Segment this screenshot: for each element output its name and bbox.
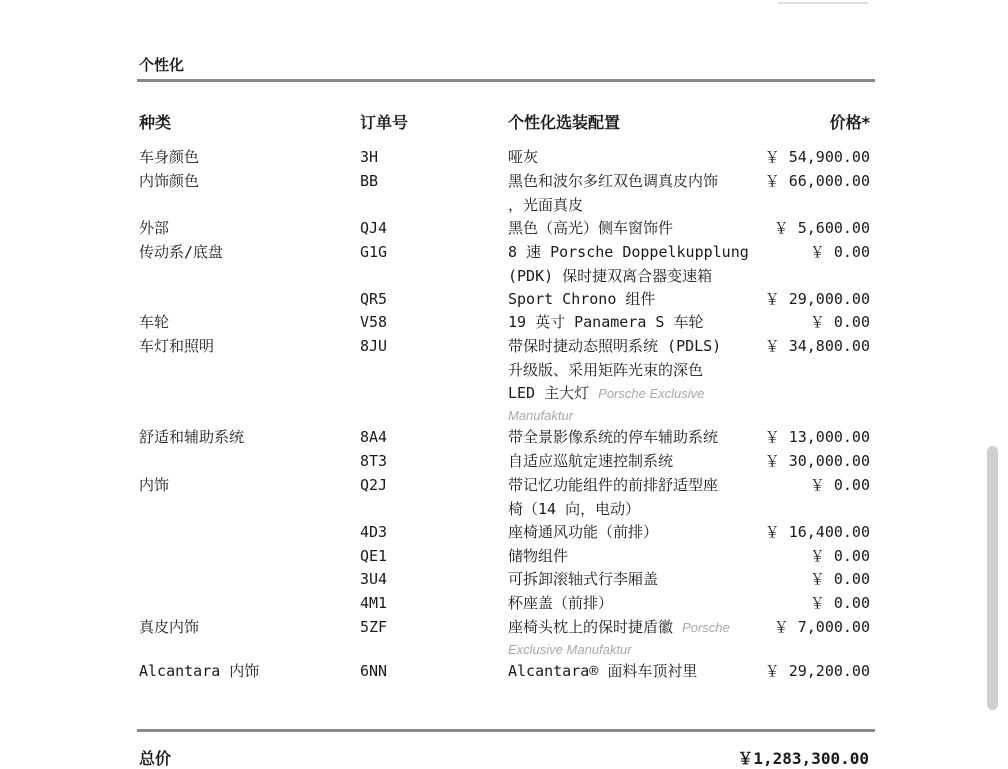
brand-tag: Porsche [682,620,730,635]
row-option [508,474,758,521]
option-line: 19 英寸 Panamera S 车轮 [508,313,704,331]
option-line: ，光面真皮 [508,195,584,214]
row-code: BB [360,172,379,190]
row-code: 4D3 [360,523,388,541]
option-line: 哑灰 [508,148,539,166]
option-line: Alcantara® 面料车顶衬里 [508,662,698,680]
section-divider [137,79,875,82]
row-code: Q2J [360,476,388,494]
section-title: 个性化 [139,56,185,74]
option-line-with-brand [508,616,758,640]
row-option [508,241,758,288]
option-line: 升级版、采用矩阵光束的深色 [508,360,704,379]
row-code: QR5 [360,290,388,308]
row-price: ￥ 0.00 [809,313,870,331]
row-option [508,592,758,616]
option-line: 杯座盖（前排） [508,594,614,612]
total-divider [137,729,875,732]
row-code: QE1 [360,547,388,565]
row-code: 8JU [360,337,388,355]
header-order-code: 订单号 [360,113,409,132]
row-code: 8A4 [360,428,388,446]
row-price: ￥ 0.00 [809,594,870,612]
row-code: 3H [360,148,379,166]
row-category: 外部 [139,219,170,237]
option-line: Sport Chrono 组件 [508,290,656,308]
row-category: 传动系/底盘 [139,243,224,261]
row-category: 舒适和辅助系统 [139,428,245,446]
brand-tag: Porsche Exclusive [598,386,705,401]
row-code: 4M1 [360,594,388,612]
brand-tag: Exclusive Manufaktur [508,641,632,657]
row-price: ￥ 30,000.00 [764,452,870,470]
row-option [508,217,758,241]
row-option [508,170,758,217]
row-code: QJ4 [360,219,388,237]
row-code: G1G [360,243,388,261]
header-option: 个性化选装配置 [508,113,621,132]
row-price: ￥ 13,000.00 [764,428,870,446]
option-line: 座椅通风功能（前排） [508,523,659,541]
row-option [508,450,758,474]
row-option [508,335,758,426]
row-price: ￥ 29,200.00 [764,662,870,680]
row-category: 车身颜色 [139,148,200,166]
row-code: V58 [360,313,388,331]
row-option [508,545,758,569]
row-category: 车轮 [139,313,170,331]
row-code: 6NN [360,662,388,680]
row-price: ￥ 7,000.00 [773,618,870,636]
row-price: ￥ 66,000.00 [764,172,870,190]
row-price: ￥ 0.00 [809,476,870,494]
option-line: 自适应巡航定速控制系统 [508,452,674,470]
total-value: ￥1,283,300.00 [737,749,869,768]
option-line-with-brand [508,382,758,406]
row-price: ￥ 0.00 [809,570,870,588]
row-code: 8T3 [360,452,388,470]
option-line: 带全景影像系统的停车辅助系统 [508,428,719,446]
row-price: ￥ 29,000.00 [764,290,870,308]
total-label: 总价 [139,749,172,768]
row-option [508,616,758,660]
row-option [508,426,758,450]
row-price: ￥ 0.00 [809,547,870,565]
option-line: 黑色和波尔多红双色调真皮内饰 [508,172,719,190]
option-line: (PDK) 保时捷双离合器变速箱 [508,266,713,285]
row-price: ￥ 5,600.00 [773,219,870,237]
row-option [508,521,758,545]
row-price: ￥ 0.00 [809,243,870,261]
row-price: ￥ 16,400.00 [764,523,870,541]
row-option [508,311,758,335]
option-line: 储物组件 [508,547,569,565]
row-category: 内饰 [139,476,170,494]
previous-content-fragment [778,0,868,4]
option-line: 可拆卸滚轴式行李厢盖 [508,570,659,588]
row-code: 5ZF [360,618,388,636]
option-tail: 座椅头枕上的保时捷盾徽 [508,618,674,636]
option-line: 带记忆功能组件的前排舒适型座 [508,476,719,494]
option-line: 椅（14 向，电动） [508,499,641,518]
option-line: 带保时捷动态照明系统 (PDLS) [508,337,722,355]
row-category: 真皮内饰 [139,618,200,636]
header-category: 种类 [139,113,172,132]
header-price: 价格* [829,113,870,132]
row-category: 内饰颜色 [139,172,200,190]
row-option [508,146,758,170]
row-option [508,660,758,684]
row-price: ￥ 54,900.00 [764,148,870,166]
row-option [508,288,758,312]
option-tail: LED 主大灯 [508,384,590,402]
row-price: ￥ 34,800.00 [764,337,870,355]
row-category: Alcantara 内饰 [139,662,260,680]
option-line: 8 速 Porsche Doppelkupplung [508,243,749,261]
row-category: 车灯和照明 [139,337,215,355]
row-option [508,568,758,592]
option-line: 黑色（高光）侧车窗饰件 [508,219,674,237]
scrollbar-thumb[interactable] [987,446,998,710]
brand-tag: Manufaktur [508,407,574,423]
row-code: 3U4 [360,570,388,588]
